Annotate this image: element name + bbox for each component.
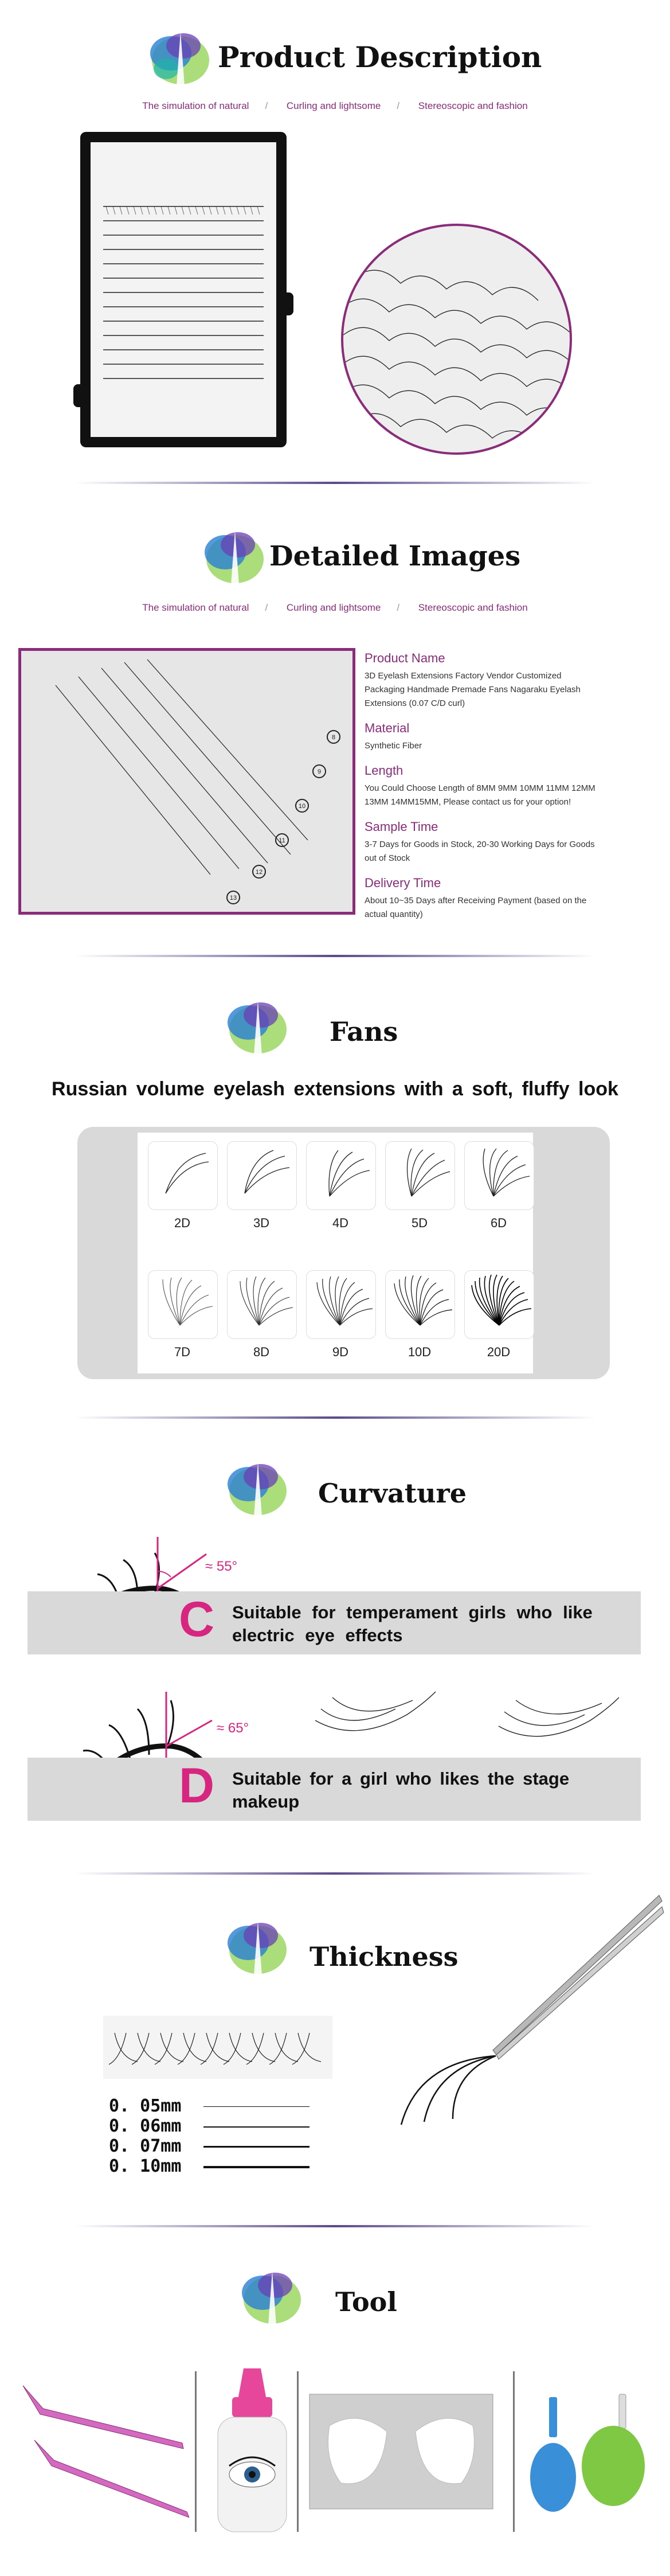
fans-headline-part: fluffy look: [522, 1078, 618, 1100]
fan-label: 7D: [174, 1345, 191, 1359]
tagline-item: Stereoscopic and fashion: [418, 602, 528, 613]
tool-divider: [297, 2371, 299, 2532]
d-curl-description: Suitable for a girl who likes the stage makeup: [232, 1769, 570, 1812]
fan-swatch-9d: [306, 1270, 376, 1339]
glue-bottle-image: [209, 2366, 295, 2538]
spec-value: 3D Eyelash Extensions Factory Vendor Customized Packaging Handmade Premade Fans Nagaraku Eyelash Extensions (0.07 C/D curl): [365, 671, 581, 708]
curvature-header: [0, 1448, 670, 1534]
lash-rows-graphic: [100, 201, 267, 396]
spec-value: About 10~35 Days after Receiving Payment (based on the actual quantity): [365, 896, 587, 919]
color-splash-icon: [143, 20, 218, 95]
tool-header: [0, 2257, 670, 2343]
section-divider: [75, 955, 595, 957]
fan-label: 2D: [174, 1216, 191, 1230]
c-curl-description: Suitable for temperament girls who like electric eye effects: [232, 1602, 593, 1645]
fan-label: 20D: [487, 1345, 511, 1359]
fans-headline-part: Russian volume eyelash extensions with a soft: [52, 1078, 508, 1100]
fan-swatch-7d: [148, 1270, 218, 1339]
page-title: Product Description: [218, 40, 542, 74]
tagline-item: Curling and lightsome: [286, 100, 381, 111]
tray-number: 11: [279, 837, 285, 844]
eye-pads-image: [307, 2391, 496, 2512]
lash-strip-image: [103, 2016, 332, 2079]
thickness-size: 0. 10mm: [109, 2156, 182, 2176]
section-divider: [75, 482, 595, 484]
color-splash-icon: [221, 1451, 295, 1525]
fan-swatch-8d: [227, 1270, 297, 1339]
tray-number: 12: [255, 869, 263, 876]
color-splash-icon: [198, 519, 272, 594]
tagline-item: The simulation of natural: [142, 602, 249, 613]
tweezers-image: [395, 1890, 665, 2130]
section-divider: [75, 1872, 595, 1875]
tagline-item: Stereoscopic and fashion: [418, 100, 528, 111]
tray-detail-image: [18, 648, 355, 915]
detailed-images-header: [0, 516, 670, 602]
section-title: Fans: [330, 1016, 398, 1047]
fan-label: 5D: [411, 1216, 428, 1230]
spec-value: 3-7 Days for Goods in Stock, 20-30 Working Days for Goods out of Stock: [365, 840, 595, 863]
d-angle-label: ≈ 65°: [217, 1720, 249, 1736]
spec-heading: Product Name: [365, 651, 445, 665]
fan-swatch-10d: [385, 1270, 455, 1339]
thickness-size: 0. 06mm: [109, 2116, 182, 2136]
section-title: Thickness: [309, 1941, 459, 1972]
tray-number: 13: [229, 895, 237, 901]
fans-headline-sep: ,: [507, 1078, 514, 1100]
tagline-row: The simulation of natural / Curling and lightsome / Stereoscopic and fashion: [142, 602, 528, 613]
tool-divider: [195, 2371, 197, 2532]
spec-heading: Material: [365, 721, 410, 735]
spec-heading: Delivery Time: [365, 876, 441, 890]
fan-swatch-20d: [464, 1270, 534, 1339]
thickness-line: [203, 2106, 309, 2107]
section-title: Detailed Images: [269, 540, 521, 572]
thickness-size: 0. 07mm: [109, 2136, 182, 2156]
c-curl-letter: C: [179, 1592, 215, 1647]
color-splash-icon: [235, 2259, 309, 2334]
spec-value: Synthetic Fiber: [365, 741, 422, 751]
fan-swatch-5d: [385, 1141, 455, 1210]
thickness-size: 0. 05mm: [109, 2096, 182, 2116]
d-curl-letter: D: [179, 1758, 215, 1813]
tray-number: 10: [298, 803, 306, 810]
thickness-line: [203, 2126, 309, 2128]
c-angle-label: ≈ 55°: [205, 1559, 238, 1574]
spec-heading: Length: [365, 763, 403, 778]
eyelash-tray-image: [80, 132, 287, 447]
fan-label: 10D: [408, 1345, 432, 1359]
pink-tweezers-image: [17, 2374, 189, 2523]
lash-closeup-circle: [341, 224, 572, 455]
tray-number: 9: [317, 768, 322, 775]
tray-number: 8: [331, 734, 336, 741]
fan-label: 3D: [253, 1216, 270, 1230]
tagline-item: The simulation of natural: [142, 100, 249, 111]
spec-heading: Sample Time: [365, 819, 438, 834]
fan-swatch-2d: [148, 1141, 218, 1210]
color-splash-icon: [221, 1910, 295, 1984]
section-divider: [75, 1416, 595, 1419]
air-blower-image: [527, 2386, 653, 2535]
fan-swatch-4d: [306, 1141, 376, 1210]
fans-headline: [0, 1078, 670, 1100]
spec-list: [365, 651, 600, 932]
fan-label: 6D: [490, 1216, 507, 1230]
fan-swatch-3d: [227, 1141, 297, 1210]
thickness-line: [203, 2166, 309, 2168]
fan-swatch-6d: [464, 1141, 534, 1210]
d-curl-lash-samples: [309, 1680, 630, 1749]
color-splash-icon: [221, 989, 295, 1064]
tagline-item: Curling and lightsome: [286, 602, 381, 613]
thickness-line: [203, 2146, 309, 2148]
spec-value: You Could Choose Length of 8MM 9MM 10MM 11MM 12MM 13MM 14MM15MM, Please contact us for your option!: [365, 783, 595, 807]
fan-label: 8D: [253, 1345, 270, 1359]
section-title: Tool: [335, 2286, 397, 2317]
tagline-row: The simulation of natural / Curling and lightsome / Stereoscopic and fashion: [142, 100, 528, 111]
fan-label: 4D: [332, 1216, 349, 1230]
product-description-header: [0, 17, 670, 103]
tool-divider: [513, 2371, 515, 2532]
fans-header: [0, 986, 670, 1072]
section-divider: [75, 2225, 595, 2227]
fan-label: 9D: [332, 1345, 349, 1359]
section-title: Curvature: [318, 1478, 467, 1509]
